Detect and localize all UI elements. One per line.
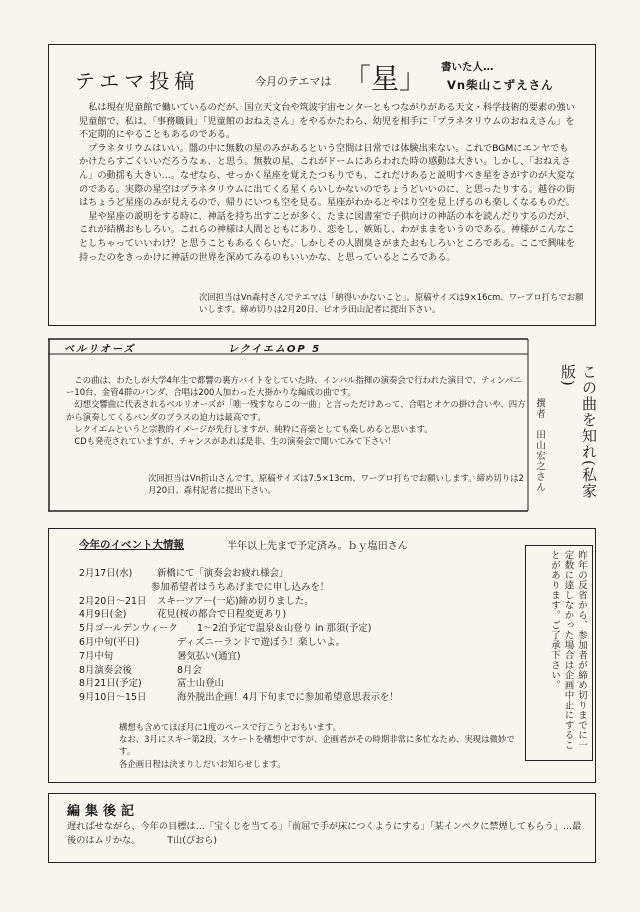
theme-essay-body <box>79 101 577 264</box>
editor-note-body <box>67 820 587 847</box>
event-item <box>79 636 519 650</box>
author-name: Vn柴山こずえさん <box>447 78 554 92</box>
event-date: 4月9日(金) <box>79 609 127 621</box>
berlioz-heading: ベルリオーズ <box>64 344 136 355</box>
event-item <box>79 567 519 581</box>
event-date: 2月17日(水) <box>79 568 133 579</box>
event-text: 花見(桜の都合で日程変更あり) <box>157 609 287 621</box>
essay-paragraph: 私は現在児童館で働いているのだが、国立天文台や筑波宇宙センターともつながりがある天文・科学技術的要素の強い児童館で、私は、「事務職員」「児童館のおねえさん」をやるかたわら、幼児を相手に「プラネタリウムのおねえさん」を不定期的にやることもあるのである。 <box>79 102 575 141</box>
music-column-title: この曲を知れ(私家版) <box>559 364 598 499</box>
events-heading-note: 半年以上先まで予定済み。ｂｙ塩田さん <box>227 541 408 552</box>
theme-word: 「星」 <box>343 62 428 95</box>
event-date: 6月中旬(平日) <box>79 636 140 648</box>
event-item <box>79 677 519 691</box>
event-item <box>79 581 519 595</box>
closing-line: 各企画日程は決まりしだいお知らせします。 <box>119 758 286 769</box>
berlioz-paragraph: CDも発売されていますが、チャンスがあれば是非、生の演奏会で聞いてみて下さい！ <box>74 436 397 447</box>
theme-submission-section <box>48 44 596 326</box>
event-item <box>79 608 519 622</box>
event-item <box>79 650 519 664</box>
event-date: 2月20日～21日 <box>79 595 147 607</box>
requiem-subheading: レクイエムOP 5 <box>228 344 322 355</box>
event-text: 新橋にて「演奏会お疲れ様会」 <box>157 568 289 579</box>
event-item <box>79 622 519 636</box>
closing-line: 構想も含めてほぼ月に1度のペースで行こうとおもいます。 <box>119 722 341 732</box>
event-text: 海外脱出企画！4月下旬までに参加希望意思表示を！ <box>177 692 399 704</box>
events-list <box>79 567 519 705</box>
event-text: 8月会 <box>177 664 202 676</box>
theme-title-row <box>69 55 589 99</box>
editor-note-heading: 編集後記 <box>67 804 140 819</box>
events-section <box>48 528 596 783</box>
essay-paragraph: 星や星座の説明をする時に、神話を持ち出すことが多く、たまに図書室で子供向けの神話の本を読んだりするのだが、これが結構おもしろい。これらの神様は人間とともにあり、恋をし、嫉妬し、わがままをいうのである。神様がこんなことしちゃっていいわけ？と思うこともあるくらいだ。しかしその人間臭さがまたおもしろいところである。ここで興味を持ったのをきっかけに神話の世界を深めてみるのもいいかな、と思っているところである。 <box>79 210 576 263</box>
events-closing <box>119 721 519 770</box>
event-text: 1～2泊予定で温泉＆山登り in 那須(予定) <box>197 623 372 635</box>
written-by-label: 書いた人… <box>441 61 494 73</box>
next-theme-note: 次回担当はVn森村さんでテエマは「納得いかないこと」。原稿サイズは9×16cm、ワープロ打ちでお願いします。締め切りは2月20日、ピオラ田山記者に提出下さい。 <box>199 292 584 315</box>
music-column-author: 撰者 田山宏之さん <box>534 398 545 493</box>
event-item <box>79 664 519 678</box>
events-heading: 今年のイベント大情報 <box>79 539 184 551</box>
editor-signature: T山(ぴおら) <box>167 834 217 846</box>
essay-paragraph: プラネタリウムはいい。闇の中に無数の星のみがあるという空間は日常では体験出来ない。これでBGMにエンヤでもかけたらすごくいいだろうなぁ、と思う。無数の星、これがドームにあらわれた時の感動は大きい。しかし、「おねえさん」の動揺も大きい…。なぜなら、せっかく星座を覚えたつもりでも、これだけあると説明すべき星をさがすのが大変なのである。実際の星空はプラネタリウムに出てくる星くらいしかないのでちょうどいいのに、と思ったりする。越谷の街はちょうど星座のみが見えるので、帰りにいつも空を見る。星座がわかるとやはり空を見上げるのも楽しくなるものだ。 <box>79 142 575 209</box>
berlioz-section <box>48 338 596 512</box>
theme-section-title: テエマ投稿 <box>75 69 200 93</box>
event-text: 富士山登山 <box>177 678 224 690</box>
next-music-note: 次回担当はVn折山さんです。原稿サイズは7.5×13cm、ワープロ打ちでお願いします。締め切りは2月20日、森村記者に提出下さい。 <box>148 473 524 496</box>
event-item <box>79 691 519 705</box>
event-item <box>79 595 519 609</box>
cancellation-notice: 昨年の反省から、参加者が締め切りまでに一定数に達しなかった場合は企画中止にすることがあります。ご了承下さい。 <box>549 550 587 750</box>
berlioz-paragraph: 幻想交響曲に代表されるベルリオーズが「唯一残すならこの一曲」と言っただけあって、合唱とオケの掛け合いや、四方から演奏してくるバンダのブラスの迫力は最高です。 <box>66 399 526 422</box>
event-date: 9月10日～15日 <box>79 692 147 704</box>
event-date: 5月ゴールデンウィーク <box>79 623 178 635</box>
editor-note-text: 遅ればせながら、今年の目標は…「宝くじを当てる」「前屈で手が床につくようにする」「某インペクに禁煙してもらう」…最後のはムリかな。 <box>67 821 582 846</box>
event-text: 暑気払い(通宜) <box>177 650 241 662</box>
berlioz-paragraph: レクイエムというと宗教的イメージが先行しますが、純粋に音楽としても楽しめると思います。 <box>74 423 433 434</box>
event-text: ディズニーランドで遊ぼう！楽しいよ。 <box>177 636 346 648</box>
event-date: 7月中旬 <box>79 650 114 662</box>
event-date: 8月21日(予定) <box>79 678 142 690</box>
editor-note-section <box>48 793 596 863</box>
berlioz-body <box>66 374 526 447</box>
cancellation-notice-box <box>525 545 593 761</box>
berlioz-paragraph: この曲は、わたしが大学4年生で都響の裏方バイトをしていた時、インバル指揮の演奏会で行われた演目で、ティンパニー10台、金管4群のバンダ、合唱は200人加わった大掛かりな編成の曲です。 <box>66 375 522 398</box>
month-theme-label: 今月のテエマは <box>255 75 332 88</box>
event-text: 参加希望者はうちあげまでに申し込みを！ <box>151 581 330 593</box>
event-date: 8月演奏会後 <box>79 664 132 676</box>
event-text: スキーツアー(一応)締め切りました。 <box>157 595 314 607</box>
closing-line: なお、3月にスキー第2段、スケートを構想中ですが、企画者がその時期非常に多忙なため、実現は微妙です。 <box>119 734 515 757</box>
